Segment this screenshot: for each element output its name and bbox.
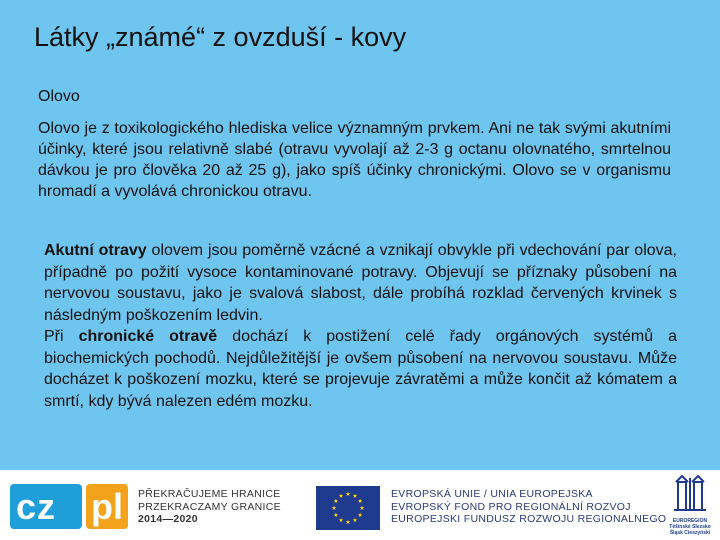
program-name [138,488,281,526]
euroregion-logo [664,474,716,538]
czpl-logo-cz: cz [10,484,82,529]
chronic-poisoning-text: dochází k postižení celé řady orgánových systémů a biochemických pochodů. Nejdůležitější je ovšem působení na nervovou soustavu. Může docházet k poškození mozku, které se projevuje závratěmi a může končit až kómatem a smrtí, kdy bývá nalezen edém mozku. [44,328,677,410]
euroregion-line-2: Těšínské Slezsko [669,524,711,530]
acute-poisoning-text: olovem jsou poměrně vzácné a vznikají obvykle při vdechování par olova, případně po požití vysoce kontaminované potravy. Objevují se příznaky působení na nervovou soustavu, jako je svalová slabost, dále probíhá rozklad červených krvinek s následným poškozením ledvin. [44,242,677,324]
program-years: 2014—2020 [138,513,198,525]
paragraph-intro: Olovo je z toxikologického hlediska velice významným prvkem. Ani ne tak svými akutními účinky, které jsou relativně slabé (otravu vyvolají až 2-3 g octanu olovnatého, smrtelnou dávkou je pro člověka 20 až 25 g), jako spíš účinky chronickými. Olovo se v organismu hromadí a vyvolává chronickou otravu. [38,120,671,200]
acute-poisoning-term: Akutní otravy [44,242,147,259]
euroregion-line-3: Śląsk Cieszyński [669,530,711,536]
chronic-prefix: Při [44,328,79,345]
czpl-logo [10,484,128,529]
eu-line-2: EVROPSKÝ FOND PRO REGIONÁLNÍ ROZVOJ [391,500,631,513]
eu-line-3: EUROPEJSKI FUNDUSZ ROZWOJU REGIONALNEGO [391,513,667,525]
eu-line-1: EVROPSKÁ UNIE / UNIA EUROPEJSKA [391,488,593,500]
czpl-logo-pl: pl [86,484,128,529]
eu-flag-icon [316,486,380,530]
program-line-pl: PRZEKRACZAMY GRANICE [138,500,281,513]
euroregion-emblem-icon [664,474,716,518]
slide-title: Látky „známé“ z ovzduší - kovy [34,22,407,52]
program-line-cz: PŘEKRAČUJEME HRANICE [138,488,281,500]
chronic-poisoning-term: chronické otravě [78,328,218,345]
euroregion-line-1: EUROREGION [672,518,708,524]
paragraph-effects [44,240,677,412]
euroregion-text [664,518,716,536]
subheading: Olovo [38,88,80,105]
eu-fund-text [391,488,666,526]
footer-logos [0,470,720,540]
